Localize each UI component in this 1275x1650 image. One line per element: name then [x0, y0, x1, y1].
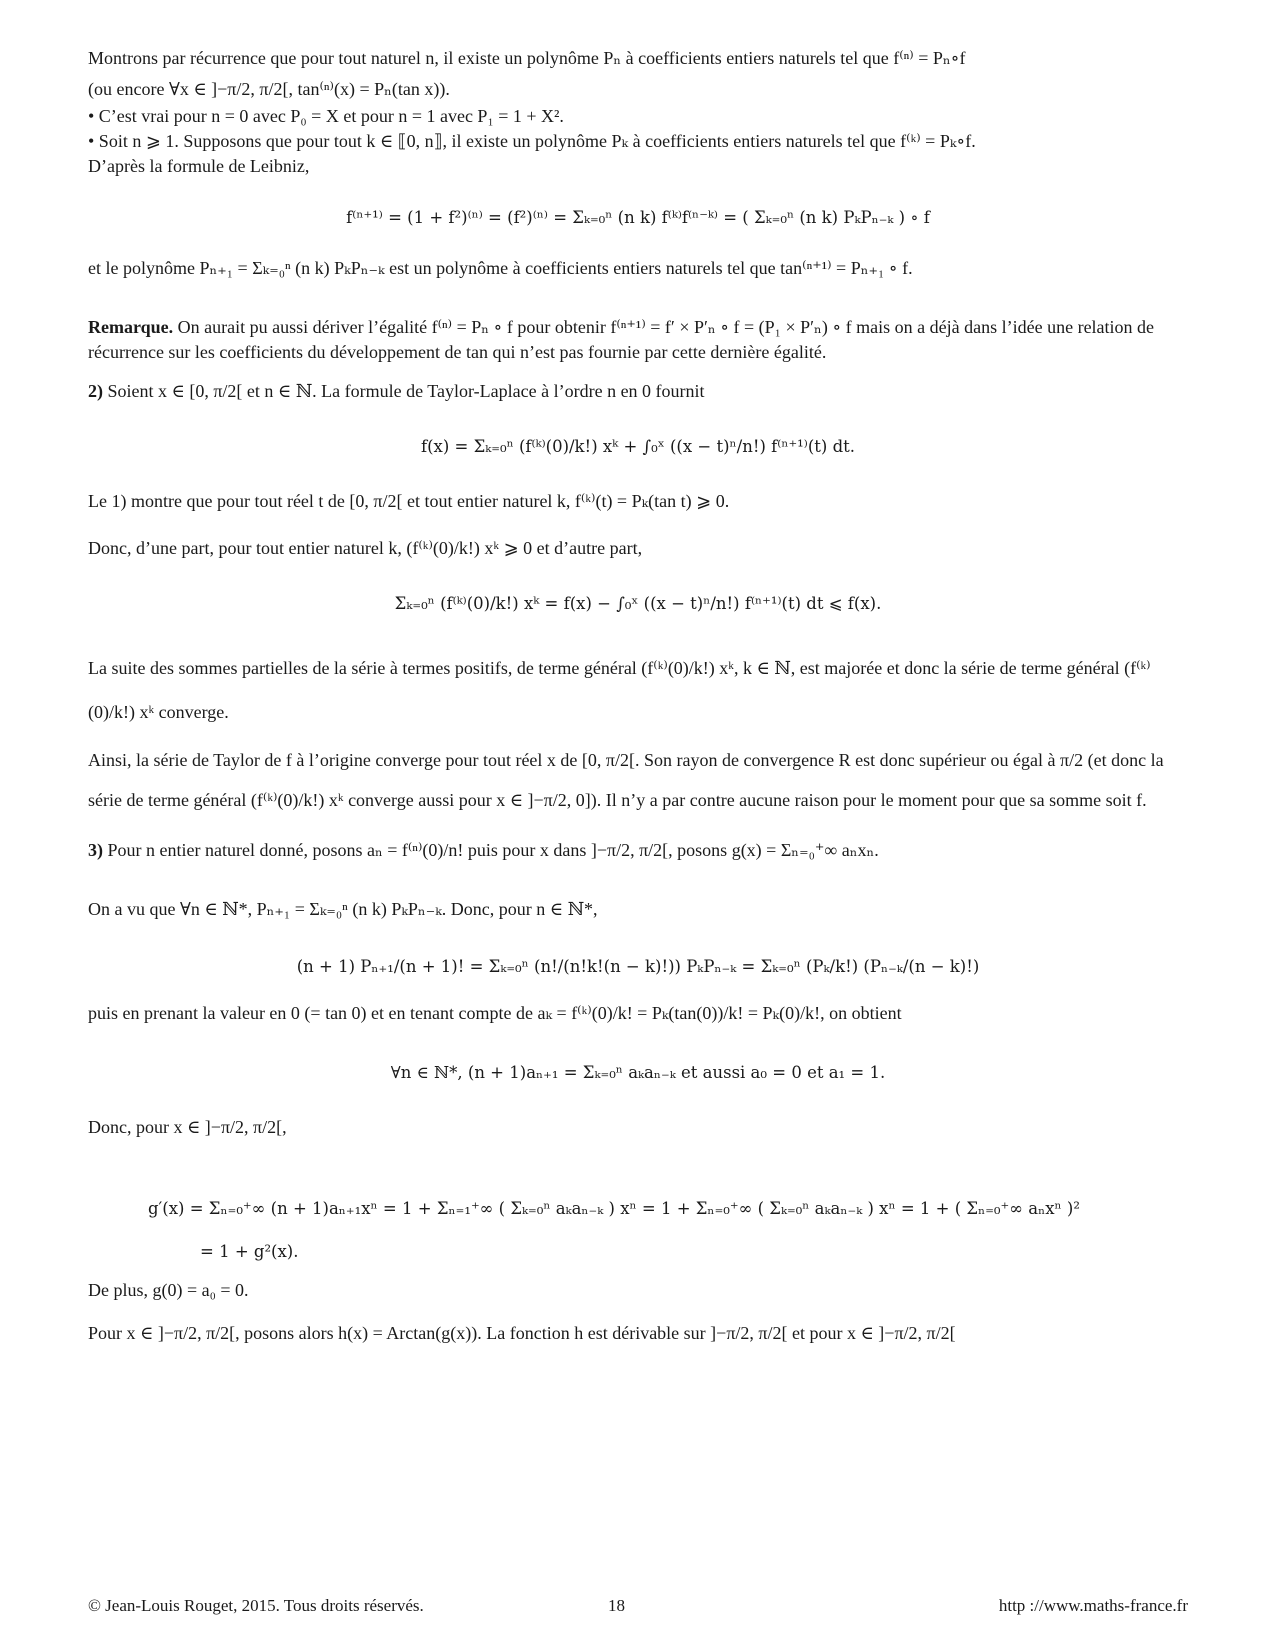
intro-line-2: (ou encore ∀x ∈ ]−π/2, π/2[, tan⁽ⁿ⁾(x) = Pₙ(tan x)). — [88, 79, 450, 99]
derivative-equation-end: = 1 + g²(x). — [200, 1242, 299, 1261]
remark-paragraph — [88, 315, 1188, 365]
part3-line-1: On a vu que ∀n ∈ ℕ*, Pₙ₊₁ = Σₖ₌₀ⁿ (n k) PₖPₙ₋ₖ. Donc, pour n ∈ ℕ*, — [88, 899, 598, 919]
footer-page-number: 18 — [608, 1596, 625, 1615]
taylor-laplace-equation: f(x) = Σₖ₌₀ⁿ (f⁽ᵏ⁾(0)/k!) xᵏ + ∫₀ˣ ((x − t)ⁿ/n!) f⁽ⁿ⁺¹⁾(t) dt. — [420, 437, 856, 456]
partial-sum-inequality: Σₖ₌₀ⁿ (f⁽ᵏ⁾(0)/k!) xᵏ = f(x) − ∫₀ˣ ((x − t)ⁿ/n!) f⁽ⁿ⁺¹⁾(t) dt ⩽ f(x). — [394, 594, 882, 613]
part2-intro — [88, 379, 1188, 404]
intro-conclusion: et le polynôme Pₙ₊₁ = Σₖ₌₀ⁿ (n k) PₖPₙ₋ₖ est un polynôme à coefficients entiers naturels tel que tan⁽ⁿ⁺¹⁾ = Pₙ₊₁ ∘ f. — [88, 258, 913, 278]
part3-line-5: Pour x ∈ ]−π/2, π/2[, posons alors h(x) = Arctan(g(x)). La fonction h est dérivable sur ]−π/2, π/2[ et pour x ∈ ]−π/2, π/2[ — [88, 1323, 956, 1343]
leibniz-equation: f⁽ⁿ⁺¹⁾ = (1 + f²)⁽ⁿ⁾ = (f²)⁽ⁿ⁾ = Σₖ₌₀ⁿ (n k) f⁽ᵏ⁾f⁽ⁿ⁻ᵏ⁾ = ( Σₖ₌₀ⁿ (n k) PₖPₙ₋ₖ ) ∘ f — [346, 208, 930, 227]
remark-label: Remarque. — [88, 317, 174, 337]
remark-text: On aurait pu aussi dériver l’égalité f⁽ⁿ⁾ = Pₙ ∘ f pour obtenir f⁽ⁿ⁺¹⁾ = f′ × P′ₙ ∘ f = (P₁ × P′ₙ) ∘ f mais on a déjà dans l’idée une relation de récurrence sur les coefficients du développement de tan qui n’est pas fournie par cette dernière égalité. — [88, 317, 1155, 362]
part3-label: 3) — [88, 840, 103, 860]
intro-bullet-2: • Soit n ⩾ 1. Supposons que pour tout k ∈ ⟦0, n⟧, il existe un polynôme Pₖ à coefficients entiers naturels tel que f⁽ᵏ⁾ = Pₖ∘f. — [88, 131, 976, 151]
part2-label: 2) — [88, 381, 103, 401]
part3-intro-text: Pour n entier naturel donné, posons aₙ = f⁽ⁿ⁾(0)/n! puis pour x dans ]−π/2, π/2[, posons g(x) = Σₙ₌₀⁺∞ aₙxₙ. — [103, 840, 879, 860]
part3-intro — [88, 838, 1188, 863]
coefficient-relation: ∀n ∈ ℕ*, (n + 1)aₙ₊₁ = Σₖ₌₀ⁿ aₖaₙ₋ₖ et aussi a₀ = 0 et a₁ = 1. — [390, 1063, 886, 1082]
recurrence-equation: (n + 1) Pₙ₊₁/(n + 1)! = Σₖ₌₀ⁿ (n!/(n!k!(n − k)!)) PₖPₙ₋ₖ = Σₖ₌₀ⁿ (Pₖ/k!) (Pₙ₋ₖ/(n − k)!) — [296, 957, 980, 976]
leibniz-line: D’après la formule de Leibniz, — [88, 156, 310, 176]
part2-intro-text: Soient x ∈ [0, π/2[ et n ∈ ℕ. La formule de Taylor-Laplace à l’ordre n en 0 fournit — [103, 381, 705, 401]
part2-line-3: La suite des sommes partielles de la série à termes positifs, de terme général (f⁽ᵏ⁾(0)/k!) xᵏ, k ∈ ℕ, est majorée et donc la série de terme général (f⁽ᵏ⁾(0)/k!) xᵏ converge. — [88, 658, 1151, 722]
derivative-equation: g′(x) = Σₙ₌₀⁺∞ (n + 1)aₙ₊₁xⁿ = 1 + Σₙ₌₁⁺∞ ( Σₖ₌₀ⁿ aₖaₙ₋ₖ ) xⁿ = 1 + Σₙ₌₀⁺∞ ( Σₖ₌₀ⁿ aₖaₙ₋ₖ ) xⁿ = 1 + ( Σₙ₌₀⁺∞ aₙxⁿ )² — [148, 1199, 1080, 1218]
part3-line-3: Donc, pour x ∈ ]−π/2, π/2[, — [88, 1117, 287, 1137]
intro-line-1: Montrons par récurrence que pour tout naturel n, il existe un polynôme Pₙ à coefficients entiers naturels tel que f⁽ⁿ⁾ = Pₙ∘f — [88, 48, 966, 68]
document-page — [88, 46, 1188, 1346]
intro-bullet-1: • C’est vrai pour n = 0 avec P₀ = X et pour n = 1 avec P₁ = 1 + X². — [88, 106, 564, 126]
footer-copyright: © Jean-Louis Rouget, 2015. Tous droits réservés. — [88, 1596, 424, 1615]
part3-line-4: De plus, g(0) = a₀ = 0. — [88, 1280, 249, 1300]
part2-line-1: Le 1) montre que pour tout réel t de [0, π/2[ et tout entier naturel k, f⁽ᵏ⁾(t) = Pₖ(tan t) ⩾ 0. — [88, 491, 730, 511]
part3-line-2: puis en prenant la valeur en 0 (= tan 0) et en tenant compte de aₖ = f⁽ᵏ⁾(0)/k! = Pₖ(tan(0))/k! = Pₖ(0)/k!, on obtient — [88, 1003, 902, 1023]
footer-url[interactable]: http ://www.maths-france.fr — [998, 1596, 1188, 1615]
part2-line-2: Donc, d’une part, pour tout entier naturel k, (f⁽ᵏ⁾(0)/k!) xᵏ ⩾ 0 et d’autre part, — [88, 538, 643, 558]
part2-line-4: Ainsi, la série de Taylor de f à l’origine converge pour tout réel x de [0, π/2[. Son rayon de convergence R est donc supérieur ou égal à π/2 (et donc la série de terme général (f⁽ᵏ⁾(0)/k!) xᵏ converge aussi pour x ∈ ]−π/2, 0]). Il n’y a par contre aucune raison pour le moment pour que sa somme soit f. — [88, 750, 1164, 810]
